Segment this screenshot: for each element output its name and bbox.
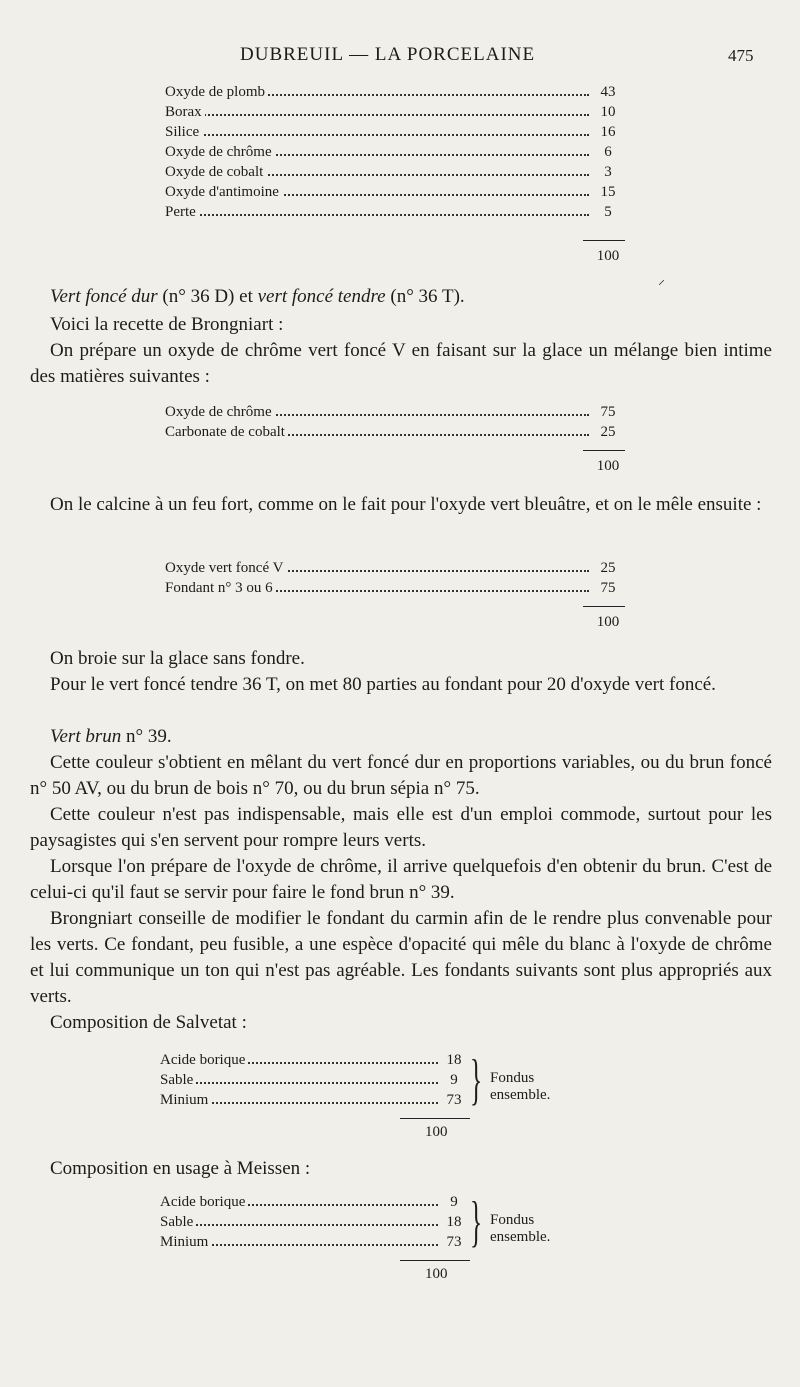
recipe-row: Carbonate de cobalt 25 bbox=[165, 422, 625, 442]
paragraph: Cette couleur n'est pas indispensable, mais elle est d'un emploi commode, surtout pour les paysagistes qui s'en servent pour rompre leurs verts. bbox=[30, 804, 772, 851]
recipe-row: Oxyde de chrôme 75 bbox=[165, 402, 625, 422]
total-rule bbox=[583, 240, 625, 241]
composition-total: 100 bbox=[425, 1266, 448, 1282]
recipe-row: Oxyde de plomb 43 bbox=[165, 82, 625, 102]
meissen-composition bbox=[160, 1191, 551, 1282]
page-number: 475 bbox=[728, 46, 754, 65]
salvetat-composition bbox=[160, 1049, 551, 1140]
recipe-row: Acide borique 18 bbox=[160, 1050, 480, 1070]
recipe-total: 100 bbox=[596, 248, 620, 264]
recipe-row: Sable 9 bbox=[160, 1070, 480, 1090]
recipe-row: Fondant n° 3 ou 6 75 bbox=[165, 578, 625, 598]
paragraph: Voici la recette de Brongniart : bbox=[50, 314, 284, 335]
recipe-row: Borax 10 bbox=[165, 102, 625, 122]
running-title: DUBREUIL — LA PORCELAINE bbox=[240, 44, 536, 65]
brace: } bbox=[470, 1049, 483, 1111]
paragraph: Composition de Salvetat : bbox=[50, 1012, 247, 1033]
recipe-table-3 bbox=[165, 558, 625, 630]
recipe-row: Sable 18 bbox=[160, 1212, 480, 1232]
paragraph: Brongniart conseille de modifier le fondant du carmin afin de le rendre plus convenable pour les verts. Ce fondant, peu fusible, a une espèce d'opacité qui mêle du blanc à l'oxyde de chrôme et lui communique un ton qui n'est pas agréable. Les fondants suivants sont plus appropriés aux verts. bbox=[30, 908, 772, 1007]
recipe-row: Minium 73 bbox=[160, 1090, 480, 1110]
recipe-total: 100 bbox=[596, 614, 620, 630]
brace-note: Fondus ensemble. bbox=[490, 1212, 551, 1245]
paragraph: On le calcine à un feu fort, comme on le fait pour l'oxyde vert bleuâtre, et on le mêle ensuite : bbox=[50, 494, 762, 515]
margin-mark: ⸝ bbox=[658, 273, 665, 288]
total-rule bbox=[583, 450, 625, 451]
recipe-row: Acide borique 9 bbox=[160, 1192, 480, 1212]
brace-note: Fondus ensemble. bbox=[490, 1070, 551, 1103]
section-heading-vert-brun: Vert brun n° 39. bbox=[50, 726, 172, 747]
brace: } bbox=[470, 1191, 483, 1253]
page-header bbox=[0, 44, 800, 72]
total-rule bbox=[400, 1118, 470, 1119]
composition-total: 100 bbox=[425, 1124, 448, 1140]
recipe-row: Oxyde de cobalt 3 bbox=[165, 162, 625, 182]
paragraph: Lorsque l'on prépare de l'oxyde de chrôme, il arrive quelquefois d'en obtenir du brun. C'est de celui-ci qu'il faut se servir pour faire le fond brun n° 39. bbox=[30, 856, 772, 903]
paragraph: Cette couleur s'obtient en mêlant du vert foncé dur en proportions variables, ou du brun foncé n° 50 AV, ou du brun de bois n° 70, ou du brun sépia n° 75. bbox=[30, 752, 772, 799]
total-rule bbox=[400, 1260, 470, 1261]
recipe-row: Oxyde vert foncé V 25 bbox=[165, 558, 625, 578]
section-heading-vert-fonce: Vert foncé dur (n° 36 D) et vert foncé tendre (n° 36 T). bbox=[50, 286, 465, 307]
paragraph: On prépare un oxyde de chrôme vert foncé V en faisant sur la glace un mélange bien intime des matières suivantes : bbox=[30, 340, 772, 387]
paragraph: Composition en usage à Meissen : bbox=[50, 1158, 311, 1179]
recipe-total: 100 bbox=[596, 458, 620, 474]
paragraph: On broie sur la glace sans fondre. bbox=[50, 648, 305, 669]
total-rule bbox=[583, 606, 625, 607]
recipe-row: Silice 16 bbox=[165, 122, 625, 142]
recipe-row: Minium 73 bbox=[160, 1232, 480, 1252]
recipe-table-2 bbox=[165, 402, 625, 474]
recipe-row: Oxyde de chrôme 6 bbox=[165, 142, 625, 162]
recipe-row: Perte 5 bbox=[165, 202, 625, 222]
recipe-table-1 bbox=[165, 82, 625, 264]
paragraph: Pour le vert foncé tendre 36 T, on met 80 parties au fondant pour 20 d'oxyde vert foncé. bbox=[50, 674, 716, 695]
recipe-row: Oxyde d'antimoine 15 bbox=[165, 182, 625, 202]
